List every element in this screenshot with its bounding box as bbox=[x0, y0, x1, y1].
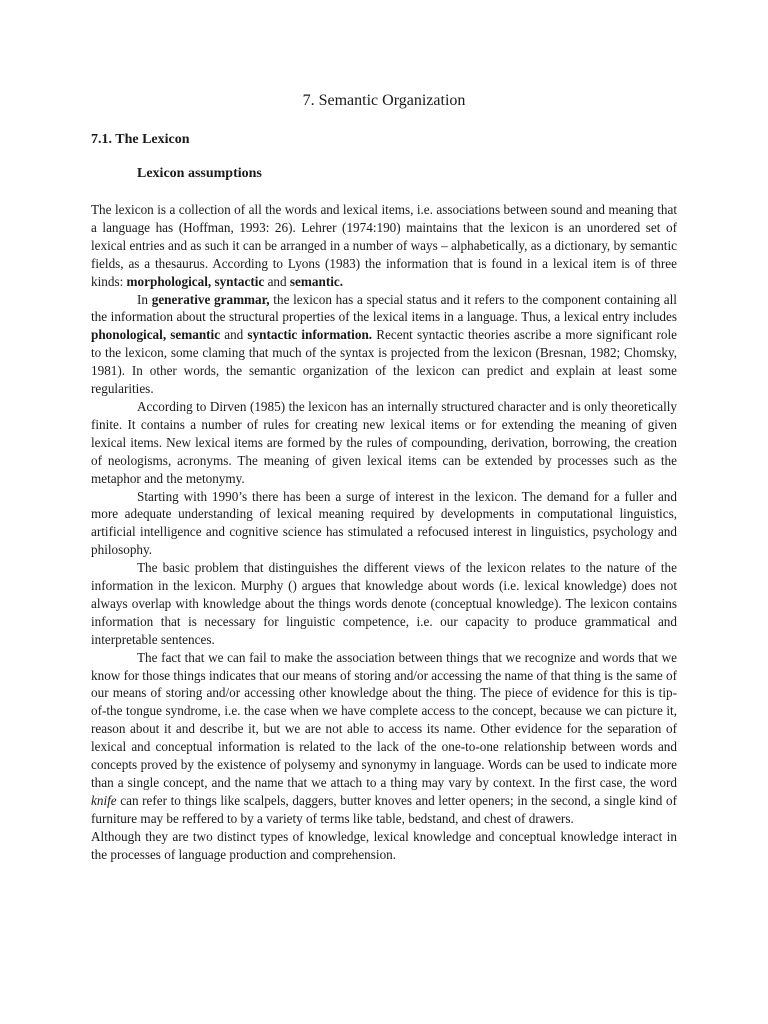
text-run: The fact that we can fail to make the association between things that we recognize and words that we know for those things indicates that our means of storing and/or accessing the name of that thing is the same of our means of storing and/or accessing other knowledge about the thing. The piece of evidence for this is tip-of-the tongue syndrome, i.e. the case when we have complete access to the concept, because we can picture it, reason about it and describe it, but we are not able to access its name. Other evidence for the separation of lexical and conceptual information is related to the lack of the one-to-one relationship between words and concepts proved by the existence of polysemy and synonymy in language. Words can be used to indicate more than a single concept, and the name that we attach to a thing may vary by context. In the first case, the word bbox=[91, 649, 677, 790]
subheading: Lexicon assumptions bbox=[137, 166, 262, 181]
section-heading: 7.1. The Lexicon bbox=[91, 132, 190, 147]
text-run: Recent syntactic theories ascribe a more significant role to the lexicon, some claming that much of the syntax is projected from the lexicon (Bresnan, 1982; Chomsky, 1981). In other words, the semantic organization of the lexicon can predict and explain at least some regularities. bbox=[91, 327, 677, 397]
paragraph-4: Starting with 1990’s there has been a surge of interest in the lexicon. The demand for a fuller and more adequate understanding of lexical meaning required by developments in computational linguistics, artificial intelligence and cognitive science has stimulated a refocused interest in linguistics, psychology and philosophy. bbox=[91, 488, 677, 558]
page-title: 7. Semantic Organization bbox=[302, 92, 466, 109]
bold-term: morphological, syntactic bbox=[126, 273, 265, 289]
paragraph-1 bbox=[91, 201, 677, 291]
text-run: and bbox=[264, 273, 290, 289]
italic-term: knife bbox=[91, 792, 117, 808]
body-text bbox=[91, 201, 677, 864]
paragraph-3: According to Dirven (1985) the lexicon has an internally structured character and is only theoretically finite. It contains a number of rules for creating new lexical items or for extending the meaning of given lexical items. New lexical items are formed by the rules of compounding, derivation, borrowing, the creation of neologisms, acronyms. The meaning of given lexical items can be extended by processes such as the metaphor and the metonymy. bbox=[91, 398, 677, 486]
bold-term: phonological, semantic bbox=[91, 327, 221, 343]
text-run: the lexicon has a special status and it refers to the component containing all the information about the structural properties of the lexical items in a language. Thus, a lexical entry includes bbox=[91, 291, 677, 325]
paragraph-7: Although they are two distinct types of knowledge, lexical knowledge and conceptual knowledge interact in the processes of language production and comprehension. bbox=[91, 828, 677, 862]
text-run: can refer to things like scalpels, daggers, butter knoves and letter openers; in the second, a single kind of furniture may be reffered to by a variety of terms like table, bedstand, and chest of drawers. bbox=[91, 792, 677, 826]
text-run: and bbox=[220, 327, 248, 343]
bold-term: generative grammar, bbox=[151, 291, 270, 307]
text-run: In bbox=[137, 291, 152, 307]
paragraph-6 bbox=[91, 649, 677, 828]
paragraph-2 bbox=[91, 291, 677, 398]
paragraph-5: The basic problem that distinguishes the different views of the lexicon relates to the nature of the information in the lexicon. Murphy () argues that knowledge about words (i.e. lexical knowledge) does not always overlap with knowledge about the things words denote (conceptual knowledge). The lexicon contains information that is necessary for linguistic competence, i.e. our capacity to produce grammatical and interpretable sentences. bbox=[91, 560, 677, 647]
bold-term: semantic. bbox=[289, 273, 344, 289]
bold-term: syntactic information. bbox=[247, 327, 373, 343]
text-run: The lexicon is a collection of all the words and lexical items, i.e. associations between sound and meaning that a language has (Hoffman, 1993: 26). Lehrer (1974:190) maintains that the lexicon is an unordered set of lexical entries and as such it can be arranged in a number of ways – alphabetically, as a dictionary, by semantic fields, as a thesaurus. According to Lyons (1983) the information that is found in a lexical item is of three kinds: bbox=[91, 202, 677, 289]
